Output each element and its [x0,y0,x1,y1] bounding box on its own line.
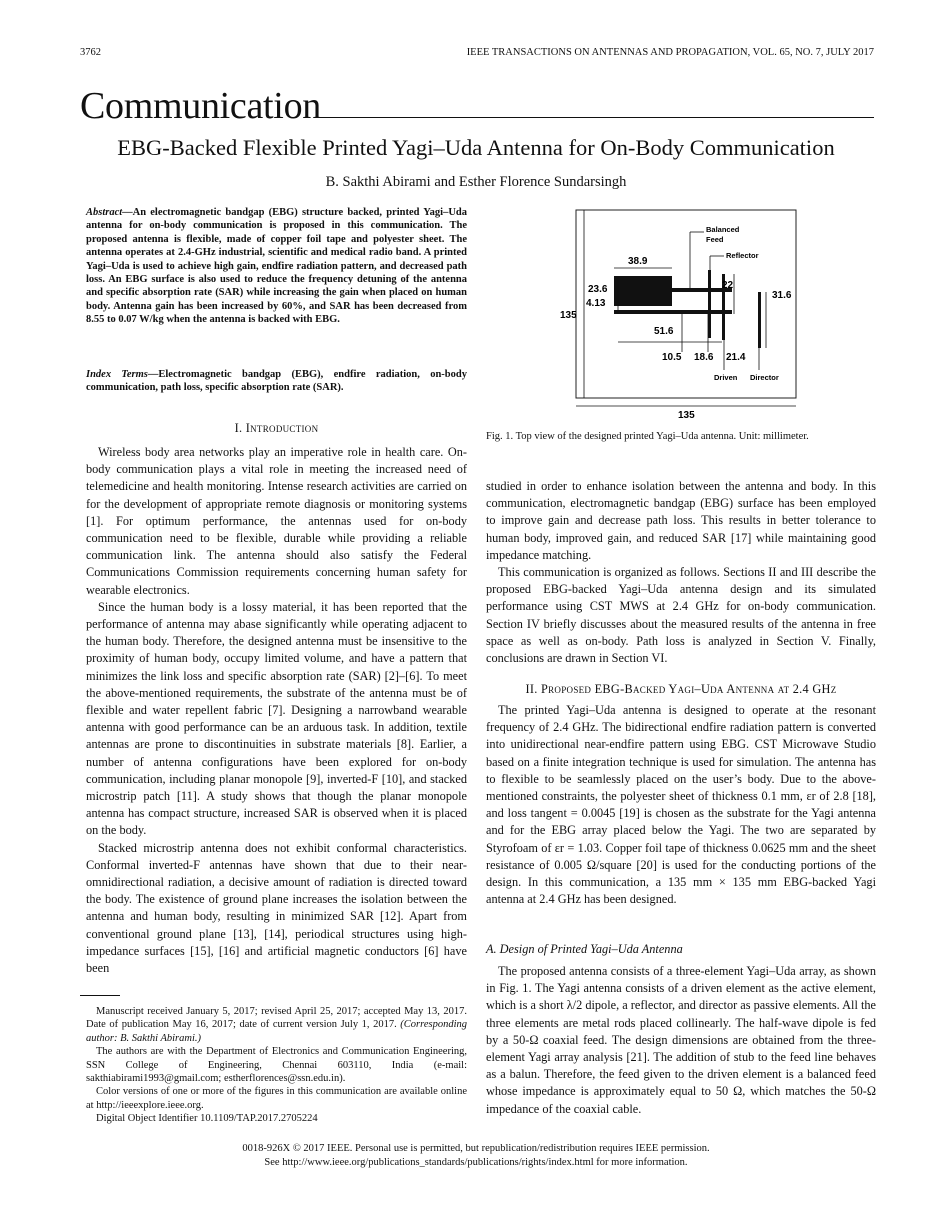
abstract-text: An electromagnetic bandgap (EBG) structure backed, printed Yagi–Uda antenna for on-body communication is proposed in this communication. The proposed antenna is flexible, made of copper foil tape and polyester sheet. The antenna operates at 2.4-GHz industrial, scientific and medical radio band. A printed Yagi–Uda is used to achieve high gain, endfire radiation pattern, and decreased path loss. An EBG surface is also used to reduce the frequency detuning of the antenna and specific absorption rate (SAR) while increasing the gain when placed on human body. Antenna gain has been increased by 60%, and SAR has been decreased from 8.55 to 0.07 W/kg when the antenna is backed with EBG. [86,207,467,326]
dim-21-4: 21.4 [726,352,746,363]
director-element [758,292,761,348]
section-1-title: Introduction [245,421,319,435]
left-column-body [86,444,467,977]
page-number: 3762 [80,47,101,58]
antenna-diagram [558,202,818,422]
section-heading-2: II. Proposed EBG-Backed Yagi–Uda Antenna at 2.4 GHz [525,682,837,696]
figure-1 [558,202,818,422]
journal-header: IEEE TRANSACTIONS ON ANTENNAS AND PROPAGATION, VOL. 65, NO. 7, JULY 2017 [466,47,874,58]
dim-38-9: 38.9 [628,256,648,267]
label-reflector: Reflector [726,251,759,260]
footnote-rule [80,995,120,996]
paragraph: Wireless body area networks play an imperative role in health care. On-body communication plays a vital role in meeting the increased need of telemedicine and health monitoring. Intense research activities are carried on for the development of appropriate remote diagnosis or monitoring systems [1]. For optimum performance, the antennas used for on-body communication need to be flexible, durable while providing a reliable communication link. The antenna should also satisfy the Federal Communications Commission requirements concerning human safety for wearable electronics. [86,445,467,597]
reflector-element [708,270,711,338]
paragraph: This communication is organized as follows. Sections II and III describe the proposed EBG-backed Yagi–Uda antenna design and its simulated performance using CST MWS at 2.4 GHz for on-body communication. Section IV briefly discusses about the measured results of the antenna in free space as well as on-body. Path loss is analyzed in Section V. Finally, conclusions are drawn in Section VI. [486,565,876,666]
paragraph: The proposed antenna consists of a three-element Yagi–Uda array, as shown in Fig. 1. The Yagi antenna consists of a driven element as the active element, which is a short λ/2 dipole, a reflector, and director as passive elements. All the three elements are metal rods placed collinearly. The half-wave dipole is fed by a 50-Ω coaxial feed. The design dimensions are obtained from the three-element Yagi array analysis [21]. The addition of stub to the feed line behaves as a balun. Therefore, the feed given to the driven element is a balanced feed whose impedance is approximately equal to 50 Ω, which matches the 50-Ω impedance of the coaxial cable. [486,964,876,1116]
dim-23-6: 23.6 [588,284,608,295]
paragraph: studied in order to enhance isolation between the antenna and body. In this communication, electromagnetic bandgap (EBG) surface has been employed to improve gain and decrease path loss. This results in better tolerance to human body, improved gain, and reduced SAR [17] while maintaining good impedance matching. [486,479,876,562]
index-terms-label: Index Terms [86,369,148,380]
paragraph: Stacked microstrip antenna does not exhibit conformal characteristics. Conformal inverted-F antennas have shown that due to their near-omnidirectional radiation, a decisive amount of radiation is directed toward the body. The existence of ground plane increases the isolation between the antenna and human body, resulting in minimized SAR [12]. Apart from conventional ground plane [13], [14], periodical structures using high-impedance surfaces [15], [16] and artificial magnetic conductors [6] have been [86,840,467,976]
copyright-line-2: See http://www.ieee.org/publications_standards/publications/rights/index.html for more information. [264,1157,688,1169]
abstract-label: Abstract [86,207,123,218]
label-balanced-feed: Balanced [706,225,740,234]
title-rule [318,117,874,118]
authors: B. Sakthi Abirami and Esther Florence Sundarsingh [325,174,627,190]
subsection-a-body [486,963,876,1118]
abstract: Abstract—An electromagnetic bandgap (EBG) structure backed, printed Yagi–Uda antenna for on-body communication is proposed in this communication. The proposed antenna is flexible, made of copper foil tape and polyester sheet. The antenna operates at 2.4-GHz industrial, scientific and medical radio band. A printed Yagi–Uda is used to achieve high gain, endfire radiation pattern, and decreased path loss. An EBG surface is also used to reduce the frequency detuning of the antenna and specific absorption rate (SAR) while increasing the gain when placed on human body. Antenna gain has been increased by 60%, and SAR has been decreased from 8.55 to 0.07 W/kg when the antenna is backed with EBG. [86,207,467,326]
dim-10-5: 10.5 [662,352,682,363]
dim-51-6: 51.6 [654,326,674,337]
footnote-color: Color versions of one or more of the figures in this communication are available online at http://ieeexplore.ieee.org. [86,1086,467,1111]
section-title: Communication [80,85,321,127]
dim-18-6: 18.6 [694,352,714,363]
right-column-top [486,478,876,667]
footnote-affiliation: The authors are with the Department of Electronics and Communication Engineering, SSN College of Engineering, Chennai 603110, India (e-mail: sakthiabirami1993@gmail.com; estherflorences@ssn.edu.in). [86,1046,467,1085]
dim-22: 22 [722,280,734,291]
index-terms: Index Terms—Electromagnetic bandgap (EBG), endfire radiation, on-body communication, path loss, specific absorption rate (SAR). [86,369,467,394]
dim-135-vertical: 135 [560,310,577,321]
label-feed: Feed [706,235,724,244]
footnotes [86,1005,467,1126]
paragraph: The printed Yagi–Uda antenna is designed to operate at the resonant frequency of 2.4 GHz. The bidirectional endfire radiation pattern is converted into unidirectional near-endfire pattern using EBG. CST Microwave Studio based on a finite integration technique is used for simulation. The antenna has to flexible to be seamlessly placed on the user’s body. Due to the above-mentioned constraints, the polyester sheet of thickness 0.1 mm, εr of 2.8 [18], and loss tangent = 0.0045 [19] is chosen as the substrate for the Yagi antenna and for the EBG array placed below the Yagi. The two are separated by Styrofoam of εr = 1.03. Copper foil tape of thickness 0.0625 mm and the sheet resistance of 0.005 Ω/square [20] is used for the conducting portions of the design. In this communication, a 135 mm × 135 mm EBG-backed Yagi antenna at 2.4 GHz has been designed. [486,703,876,907]
footnote-manuscript: Manuscript received January 5, 2017; revised April 25, 2017; accepted May 13, 2017. Date of publication May 16, 2017; date of current version July 1, 2017. (Corresponding author: B. Sakthi Abirami.) [86,1006,467,1044]
substrate-outline [576,210,796,398]
footnote-doi: Digital Object Identifier 10.1109/TAP.2017.2705224 [96,1113,318,1125]
copyright-line-1: 0018-926X © 2017 IEEE. Personal use is permitted, but republication/redistribution requires IEEE permission. [242,1143,710,1154]
figure-1-caption: Fig. 1. Top view of the designed printed Yagi–Uda antenna. Unit: millimeter. [486,431,809,442]
section-2-title: Proposed EBG-Backed Yagi–Uda Antenna at 2.4 GHz [540,682,837,696]
copyright-notice [0,1142,952,1171]
paper-title: EBG-Backed Flexible Printed Yagi–Uda Antenna for On-Body Communication [117,135,835,160]
dim-135-horizontal: 135 [678,410,695,421]
section-heading-1: I. Introduction [234,421,319,435]
index-terms-text: Electromagnetic bandgap (EBG), endfire radiation, on-body communication, path loss, specific absorption rate (SAR). [86,369,467,394]
label-director: Director [750,373,779,382]
feed-line [614,310,672,314]
label-driven: Driven [714,373,738,382]
section-2-body [486,702,876,908]
footnote-corresponding: (Corresponding author: B. Sakthi Abirami.) [86,1019,467,1044]
subsection-a-heading: A. Design of Printed Yagi–Uda Antenna [486,942,683,956]
dim-4-13: 4.13 [586,298,606,309]
paragraph: Since the human body is a lossy material, it has been reported that the performance of antenna may abase significantly while operating adjacent to the human body. Therefore, the designed antenna must be insensitive to the proximity of human body, occupy limited volume, and have a pattern that minimizes the link loss and specific absorption rate (SAR) [2]–[6]. To meet the above-mentioned requirements, the substrate of the antenna must be of flexible and water repellent fabric [7]. Designing a narrowband wearable antenna with good performance can be an arduous task. In addition, textile antennas are prone to discontinuities in substrate materials [8]. Earlier, a number of antenna configurations have been explored for on-body communication, including planar monopole [9], inverted-F [10], and stacked microstrip patch [11]. A study shows that though the planar monopole antenna has compact structure, increased SAR is observed when it is placed on the body. [86,599,467,838]
feed-block [614,276,672,306]
dim-31-6: 31.6 [772,290,792,301]
